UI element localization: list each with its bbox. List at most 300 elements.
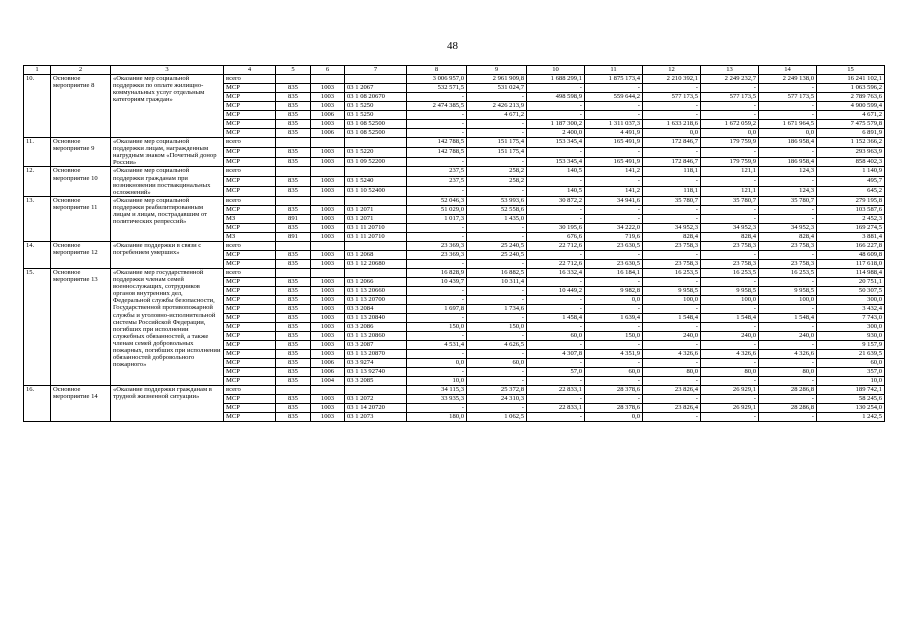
amount-cell: - <box>527 277 585 286</box>
budget-code: 03 1 12 20680 <box>345 259 407 268</box>
amount-cell: 0,0 <box>407 358 467 367</box>
amount-cell: 2 452,3 <box>817 214 885 223</box>
column-header: 13 <box>701 66 759 75</box>
amount-cell: - <box>407 93 467 102</box>
amount-cell: - <box>759 205 817 214</box>
budget-code: 1006 <box>311 367 345 376</box>
amount-cell: 2 400,0 <box>527 129 585 138</box>
amount-cell: 23 369,3 <box>407 250 467 259</box>
amount-cell: 0,0 <box>643 129 701 138</box>
budget-code: 1003 <box>311 205 345 214</box>
amount-cell: - <box>701 394 759 403</box>
budget-code: 835 <box>276 376 311 385</box>
funding-source: МСР <box>224 120 276 129</box>
funding-source: МСР <box>224 250 276 259</box>
amount-cell: 140,5 <box>527 187 585 197</box>
budget-code: 835 <box>276 223 311 232</box>
measure-type: Основное мероприятие 12 <box>51 241 111 268</box>
budget-code: 03 3 2087 <box>345 340 407 349</box>
amount-cell: 26 929,1 <box>701 385 759 394</box>
measure-type: Основное мероприятие 11 <box>51 196 111 241</box>
funding-source: МСР <box>224 304 276 313</box>
amount-cell: - <box>701 147 759 157</box>
amount-cell: 142 788,5 <box>407 147 467 157</box>
budget-code: 1003 <box>311 412 345 421</box>
amount-cell: 3 006 957,0 <box>407 75 467 84</box>
amount-cell: 165 491,9 <box>585 138 643 148</box>
column-header: 15 <box>817 66 885 75</box>
amount-cell: - <box>527 412 585 421</box>
amount-cell: 150,0 <box>585 331 643 340</box>
funding-source: МСР <box>224 340 276 349</box>
amount-cell: - <box>467 93 527 102</box>
funding-source: МСР <box>224 358 276 367</box>
budget-code: 03 1 5250 <box>345 111 407 120</box>
budget-code: 835 <box>276 349 311 358</box>
budget-code: 03 1 11 20710 <box>345 223 407 232</box>
column-header: 6 <box>311 66 345 75</box>
amount-cell: 179 759,9 <box>701 138 759 148</box>
amount-cell: - <box>643 376 701 385</box>
amount-cell: 23 826,4 <box>643 385 701 394</box>
column-header: 14 <box>759 66 817 75</box>
row-number: 14. <box>24 241 51 268</box>
amount-cell: - <box>467 223 527 232</box>
amount-cell: 4 326,6 <box>701 349 759 358</box>
budget-code: 1003 <box>311 147 345 157</box>
column-header: 1 <box>24 66 51 75</box>
funding-source: МСР <box>224 111 276 120</box>
amount-cell: 30 195,6 <box>527 223 585 232</box>
measure-name: «Оказание поддержки в связи с погребением умерших» <box>111 241 224 268</box>
amount-cell: 9 958,5 <box>701 286 759 295</box>
table-row <box>24 385 885 394</box>
amount-cell: 26 929,1 <box>701 403 759 412</box>
budget-code: 03 1 2072 <box>345 394 407 403</box>
amount-cell: - <box>643 84 701 93</box>
amount-cell: - <box>585 147 643 157</box>
amount-cell: 118,1 <box>643 167 701 177</box>
row-number: 10. <box>24 75 51 138</box>
funding-source: МСР <box>224 259 276 268</box>
amount-cell: 2 249 232,7 <box>701 75 759 84</box>
budget-code: 835 <box>276 157 311 167</box>
amount-cell: 240,0 <box>643 331 701 340</box>
budget-code: 03 1 2066 <box>345 277 407 286</box>
amount-cell: 100,0 <box>759 295 817 304</box>
amount-cell: - <box>407 111 467 120</box>
amount-cell: 10 439,7 <box>407 277 467 286</box>
amount-cell: - <box>759 102 817 111</box>
amount-cell: - <box>759 214 817 223</box>
amount-cell: - <box>467 120 527 129</box>
budget-code: 03 1 5220 <box>345 147 407 157</box>
amount-cell: - <box>585 322 643 331</box>
amount-cell: 1 311 037,3 <box>585 120 643 129</box>
amount-cell: 1 672 059,2 <box>701 120 759 129</box>
budget-code <box>311 268 345 277</box>
budget-code <box>311 167 345 177</box>
amount-cell: 124,3 <box>759 167 817 177</box>
amount-cell: 4 626,5 <box>467 340 527 349</box>
amount-cell: 1 548,4 <box>759 313 817 322</box>
budget-code: 03 1 2068 <box>345 250 407 259</box>
amount-cell: - <box>643 111 701 120</box>
amount-cell: - <box>527 340 585 349</box>
amount-cell: 180,0 <box>407 412 467 421</box>
funding-source: МЗ <box>224 232 276 241</box>
budget-code: 1006 <box>311 129 345 138</box>
amount-cell: 118,1 <box>643 187 701 197</box>
amount-cell: 559 644,2 <box>585 93 643 102</box>
amount-cell: 258,2 <box>467 177 527 187</box>
amount-cell: - <box>759 250 817 259</box>
funding-source: МСР <box>224 147 276 157</box>
amount-cell: 150,0 <box>467 322 527 331</box>
amount-cell: - <box>407 157 467 167</box>
amount-cell: 3 881,4 <box>817 232 885 241</box>
amount-cell: 300,0 <box>817 295 885 304</box>
amount-cell: - <box>527 111 585 120</box>
budget-code: 835 <box>276 313 311 322</box>
amount-cell: 22 712,6 <box>527 241 585 250</box>
amount-cell: 34 952,3 <box>759 223 817 232</box>
amount-cell: 80,0 <box>643 367 701 376</box>
amount-cell: 34 222,0 <box>585 223 643 232</box>
measure-name: «Оказание мер государственной поддержки членам семей военнослужащих, сотрудников органов внутренних дел, Федеральной службы безопасности, Государственной противопожарной службы и уголовно-исполнительной системы Российской Федерации, погибших при исполнении служебных обязанностей, а также членам семей добровольных пожарных, погибших при исполнении обязанностей добровольного пожарного» <box>111 268 224 385</box>
budget-code <box>345 167 407 177</box>
budget-code: 835 <box>276 93 311 102</box>
amount-cell: 28 286,8 <box>759 403 817 412</box>
amount-cell: - <box>407 259 467 268</box>
amount-cell: - <box>759 84 817 93</box>
amount-cell: 60,0 <box>467 358 527 367</box>
budget-code: 835 <box>276 286 311 295</box>
amount-cell: 52 046,3 <box>407 196 467 205</box>
table-row <box>24 241 885 250</box>
row-number: 16. <box>24 385 51 421</box>
budget-code: 835 <box>276 412 311 421</box>
amount-cell: 4 307,8 <box>527 349 585 358</box>
amount-cell: - <box>759 277 817 286</box>
budget-code: 1003 <box>311 187 345 197</box>
budget-code: 891 <box>276 232 311 241</box>
budget-code: 03 1 2071 <box>345 214 407 223</box>
amount-cell: - <box>467 331 527 340</box>
funding-source: МСР <box>224 84 276 93</box>
budget-code: 1003 <box>311 157 345 167</box>
amount-cell: 4 326,6 <box>759 349 817 358</box>
funding-source: МСР <box>224 187 276 197</box>
amount-cell: 4 900 599,4 <box>817 102 885 111</box>
amount-cell: 2 249 138,0 <box>759 75 817 84</box>
amount-cell: 23 758,3 <box>759 241 817 250</box>
amount-cell: 10 311,4 <box>467 277 527 286</box>
amount-cell: 2 426 213,9 <box>467 102 527 111</box>
amount-cell: 7 743,0 <box>817 313 885 322</box>
amount-cell: - <box>759 412 817 421</box>
amount-cell: 1 242,5 <box>817 412 885 421</box>
amount-cell: - <box>527 250 585 259</box>
budget-code: 03 1 08 52500 <box>345 120 407 129</box>
amount-cell: - <box>585 394 643 403</box>
amount-cell: 858 402,3 <box>817 157 885 167</box>
amount-cell: - <box>407 232 467 241</box>
funding-source: всего <box>224 75 276 84</box>
amount-cell: - <box>467 232 527 241</box>
budget-code: 835 <box>276 295 311 304</box>
amount-cell: 2 210 392,1 <box>643 75 701 84</box>
measure-name: «Оказание мер социальной поддержки гражданам при возникновении поствакцинальных осложнений» <box>111 167 224 196</box>
amount-cell: - <box>407 313 467 322</box>
amount-cell: 34 115,3 <box>407 385 467 394</box>
amount-cell: 28 286,8 <box>759 385 817 394</box>
amount-cell: - <box>643 250 701 259</box>
amount-cell: 300,0 <box>817 322 885 331</box>
amount-cell: 1 062,5 <box>467 412 527 421</box>
amount-cell: 1 548,4 <box>643 313 701 322</box>
amount-cell: - <box>407 403 467 412</box>
amount-cell: 16 184,1 <box>585 268 643 277</box>
amount-cell: 34 952,3 <box>701 223 759 232</box>
amount-cell: 676,6 <box>527 232 585 241</box>
amount-cell: - <box>701 322 759 331</box>
column-header: 9 <box>467 66 527 75</box>
funding-source: МСР <box>224 157 276 167</box>
amount-cell: 6 891,9 <box>817 129 885 138</box>
row-number: 12. <box>24 167 51 196</box>
funding-source: МСР <box>224 93 276 102</box>
amount-cell: 577 173,5 <box>701 93 759 102</box>
amount-cell: 23 758,3 <box>759 259 817 268</box>
budget-code: 835 <box>276 322 311 331</box>
amount-cell: 719,6 <box>585 232 643 241</box>
amount-cell: 23 630,5 <box>585 241 643 250</box>
amount-cell: - <box>643 102 701 111</box>
funding-source: МСР <box>224 129 276 138</box>
amount-cell: 80,0 <box>759 367 817 376</box>
funding-source: всего <box>224 167 276 177</box>
amount-cell: 10,0 <box>817 376 885 385</box>
budget-code <box>345 385 407 394</box>
amount-cell: 531 024,7 <box>467 84 527 93</box>
amount-cell: 186 958,4 <box>759 157 817 167</box>
amount-cell: 22 833,1 <box>527 403 585 412</box>
amount-cell: 35 780,7 <box>701 196 759 205</box>
amount-cell: 0,0 <box>585 295 643 304</box>
amount-cell: - <box>467 259 527 268</box>
amount-cell: - <box>585 304 643 313</box>
amount-cell: 4 351,9 <box>585 349 643 358</box>
amount-cell: - <box>585 205 643 214</box>
amount-cell: - <box>407 295 467 304</box>
amount-cell: 0,0 <box>585 412 643 421</box>
amount-cell: 114 988,4 <box>817 268 885 277</box>
amount-cell: 828,4 <box>759 232 817 241</box>
amount-cell: - <box>759 340 817 349</box>
amount-cell: - <box>585 376 643 385</box>
budget-code: 835 <box>276 259 311 268</box>
budget-code: 1003 <box>311 277 345 286</box>
amount-cell: - <box>407 187 467 197</box>
amount-cell: 16 253,5 <box>643 268 701 277</box>
amount-cell: - <box>407 331 467 340</box>
amount-cell: 166 227,8 <box>817 241 885 250</box>
amount-cell: - <box>643 214 701 223</box>
amount-cell: 2 789 763,6 <box>817 93 885 102</box>
amount-cell: 16 882,5 <box>467 268 527 277</box>
budget-code: 03 1 08 52500 <box>345 129 407 138</box>
amount-cell: 16 253,5 <box>701 268 759 277</box>
measure-type: Основное мероприятие 10 <box>51 167 111 196</box>
budget-code: 1006 <box>311 358 345 367</box>
amount-cell: 33 935,3 <box>407 394 467 403</box>
amount-cell: - <box>585 84 643 93</box>
budget-code: 835 <box>276 129 311 138</box>
amount-cell: 141,2 <box>585 167 643 177</box>
amount-cell: 258,2 <box>467 167 527 177</box>
amount-cell: 828,4 <box>701 232 759 241</box>
amount-cell: - <box>527 358 585 367</box>
budget-code: 835 <box>276 250 311 259</box>
amount-cell: - <box>585 214 643 223</box>
amount-cell: - <box>467 313 527 322</box>
amount-cell: 52 558,6 <box>467 205 527 214</box>
amount-cell: - <box>643 304 701 313</box>
amount-cell: - <box>701 102 759 111</box>
amount-cell: - <box>467 129 527 138</box>
amount-cell: - <box>643 177 701 187</box>
amount-cell: 35 780,7 <box>759 196 817 205</box>
amount-cell: 51 029,0 <box>407 205 467 214</box>
amount-cell: - <box>407 120 467 129</box>
amount-cell: - <box>643 412 701 421</box>
budget-code: 1003 <box>311 232 345 241</box>
budget-code <box>311 138 345 148</box>
budget-code: 03 1 13 20840 <box>345 313 407 322</box>
amount-cell: 4 326,6 <box>643 349 701 358</box>
budget-code: 1003 <box>311 286 345 295</box>
budget-code: 03 1 5250 <box>345 102 407 111</box>
amount-cell: 9 958,5 <box>759 286 817 295</box>
budget-code <box>345 196 407 205</box>
table-row <box>24 268 885 277</box>
amount-cell: 9 982,8 <box>585 286 643 295</box>
amount-cell: 1 633 218,6 <box>643 120 701 129</box>
budget-code: 03 1 13 20660 <box>345 286 407 295</box>
amount-cell: - <box>701 205 759 214</box>
amount-cell: 100,0 <box>643 295 701 304</box>
amount-cell: 1 187 300,2 <box>527 120 585 129</box>
amount-cell: - <box>527 177 585 187</box>
amount-cell: 532 571,5 <box>407 84 467 93</box>
amount-cell: 4 671,2 <box>467 111 527 120</box>
budget-code: 03 1 2071 <box>345 205 407 214</box>
budget-code: 835 <box>276 340 311 349</box>
amount-cell: 189 742,1 <box>817 385 885 394</box>
funding-source: всего <box>224 241 276 250</box>
measure-name: «Оказание мер социальной поддержки реабилитированным лицам и лицам, пострадавшим от политических репрессий» <box>111 196 224 241</box>
amount-cell: 240,0 <box>759 331 817 340</box>
budget-code <box>276 268 311 277</box>
amount-cell: 645,2 <box>817 187 885 197</box>
budget-code: 835 <box>276 205 311 214</box>
measure-name: «Оказание поддержки гражданам в трудной жизненной ситуации» <box>111 385 224 421</box>
amount-cell: - <box>759 304 817 313</box>
amount-cell: - <box>527 322 585 331</box>
budget-code: 835 <box>276 111 311 120</box>
amount-cell: 4 671,2 <box>817 111 885 120</box>
budget-code: 1003 <box>311 223 345 232</box>
funding-source: МСР <box>224 349 276 358</box>
amount-cell: 151 175,4 <box>467 147 527 157</box>
amount-cell: - <box>643 205 701 214</box>
amount-cell: 1 063 596,2 <box>817 84 885 93</box>
column-header: 8 <box>407 66 467 75</box>
column-header: 12 <box>643 66 701 75</box>
header-row <box>24 66 885 75</box>
amount-cell: 142 788,5 <box>407 138 467 148</box>
budget-code: 835 <box>276 304 311 313</box>
amount-cell: 9 157,9 <box>817 340 885 349</box>
funding-source: МСР <box>224 286 276 295</box>
funding-source: МСР <box>224 367 276 376</box>
budget-code: 03 1 09 52200 <box>345 157 407 167</box>
amount-cell: 930,0 <box>817 331 885 340</box>
amount-cell: 140,5 <box>527 167 585 177</box>
amount-cell: 23 630,5 <box>585 259 643 268</box>
amount-cell: - <box>701 177 759 187</box>
amount-cell: 30 872,2 <box>527 196 585 205</box>
amount-cell: 58 245,6 <box>817 394 885 403</box>
amount-cell: 495,7 <box>817 177 885 187</box>
amount-cell: 1 734,6 <box>467 304 527 313</box>
amount-cell: - <box>585 358 643 367</box>
amount-cell: 23 826,4 <box>643 403 701 412</box>
amount-cell: 10 449,2 <box>527 286 585 295</box>
amount-cell: 60,0 <box>585 367 643 376</box>
amount-cell: - <box>467 349 527 358</box>
amount-cell: - <box>467 403 527 412</box>
budget-code: 1003 <box>311 340 345 349</box>
amount-cell: 1 140,9 <box>817 167 885 177</box>
amount-cell: - <box>585 177 643 187</box>
amount-cell: 150,0 <box>407 322 467 331</box>
funding-source: МЗ <box>224 214 276 223</box>
budget-code: 03 3 2085 <box>345 376 407 385</box>
column-header: 4 <box>224 66 276 75</box>
amount-cell: - <box>701 250 759 259</box>
amount-cell: - <box>701 412 759 421</box>
budget-code: 1003 <box>311 295 345 304</box>
column-header: 7 <box>345 66 407 75</box>
row-number: 13. <box>24 196 51 241</box>
amount-cell: - <box>527 295 585 304</box>
amount-cell: 7 475 579,8 <box>817 120 885 129</box>
amount-cell: 23 758,3 <box>701 241 759 250</box>
amount-cell: 1 639,4 <box>585 313 643 322</box>
amount-cell: 16 332,4 <box>527 268 585 277</box>
amount-cell: - <box>527 214 585 223</box>
amount-cell: 1 152 366,2 <box>817 138 885 148</box>
amount-cell: 16 828,9 <box>407 268 467 277</box>
column-header: 10 <box>527 66 585 75</box>
amount-cell: 23 369,3 <box>407 241 467 250</box>
funding-source: МСР <box>224 313 276 322</box>
amount-cell: 20 751,1 <box>817 277 885 286</box>
amount-cell: 60,0 <box>527 331 585 340</box>
amount-cell: 25 240,5 <box>467 241 527 250</box>
